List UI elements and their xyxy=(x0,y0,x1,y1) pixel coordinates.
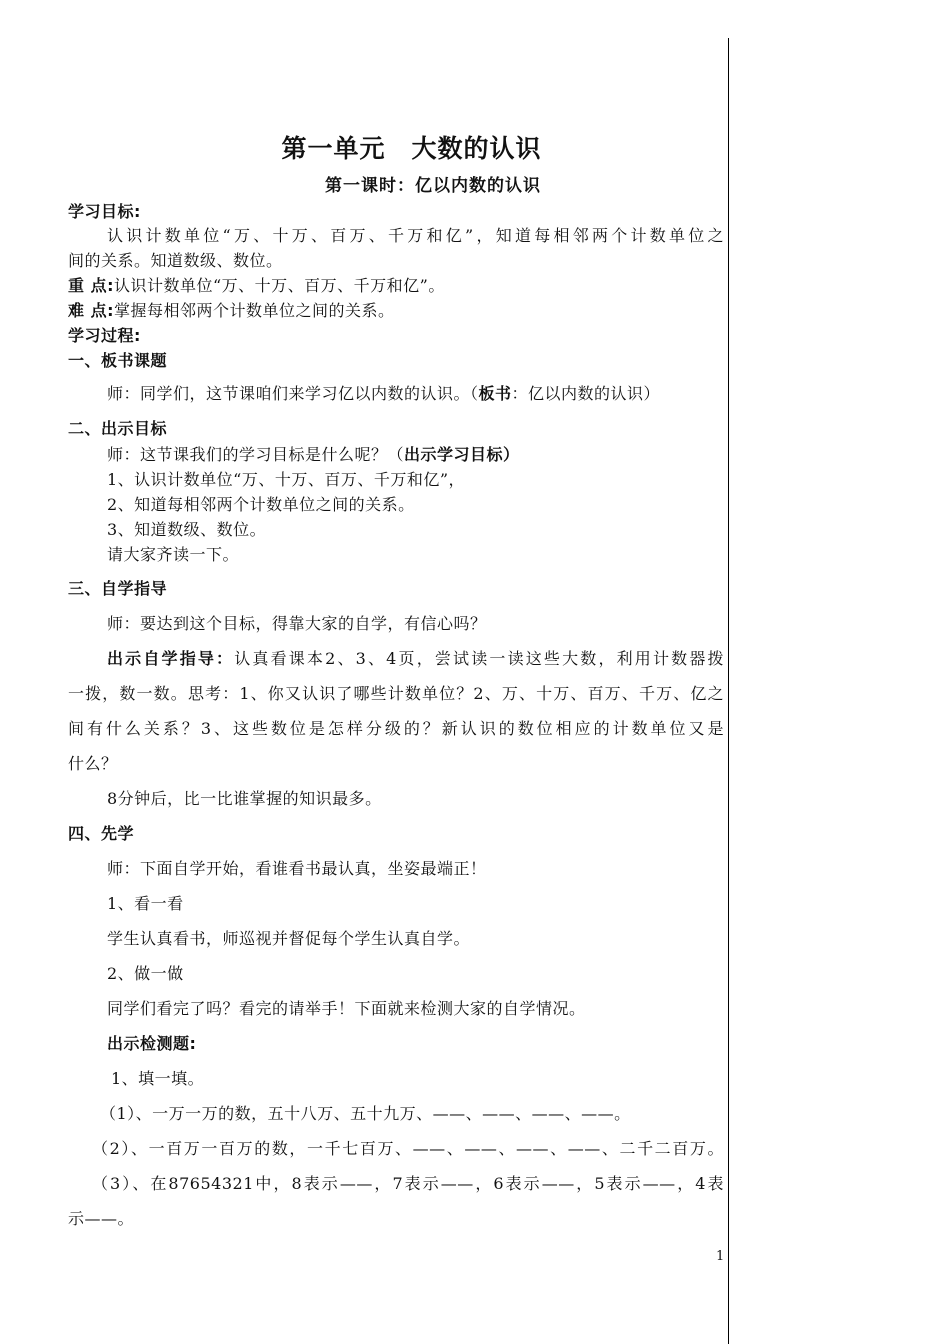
section-3-line: 师：要达到这个目标，得靠大家的自学，有信心吗？ xyxy=(107,614,487,633)
section-3-heading: 三、自学指导 xyxy=(68,579,168,598)
key-point xyxy=(68,273,445,296)
page-number: 1 xyxy=(716,1249,725,1264)
question-1: （1）、一万一万的数，五十八万、五十九万、——、——、——、——。 xyxy=(100,1104,631,1123)
key-label: 重 点: xyxy=(68,276,114,295)
question-2: （2）、一百万一百万的数，一千七百万、——、——、——、——、二千二百万。 xyxy=(92,1139,724,1158)
section-1-text-b: ：亿以内数的认识） xyxy=(511,384,661,403)
self-study-guide-line-2: 一拨，数一数。思考：1、你又认识了哪些计数单位？2、万、十万、百万、千万、亿之 xyxy=(68,684,724,703)
section-2-line xyxy=(107,442,520,465)
read-aloud: 请大家齐读一下。 xyxy=(107,545,240,564)
process-heading: 学习过程: xyxy=(68,326,141,345)
self-study-guide-line-1 xyxy=(107,646,724,669)
goal-item-1: 1、认识计数单位“万、十万、百万、千万和亿”， xyxy=(107,470,466,489)
look-heading: 1、看一看 xyxy=(107,894,184,913)
self-study-guide-line-3: 间有什么关系？3、这些数位是怎样分级的？新认识的数位相应的计数单位又是 xyxy=(68,719,724,738)
key-text: 认识计数单位“万、十万、百万、千万和亿”。 xyxy=(113,276,445,295)
section-2-heading: 二、出示目标 xyxy=(68,419,168,438)
guide-label: 出示自学指导： xyxy=(107,649,235,668)
do-heading: 2、做一做 xyxy=(107,964,184,983)
question-3-line-1: （3）、在87654321中，8表示——，7表示——，6表示——，5表示——，4表 xyxy=(92,1174,724,1193)
difficult-point xyxy=(68,298,395,321)
section-1-heading: 一、板书课题 xyxy=(68,351,168,370)
goals-text-line-2: 间的关系。知道数级、数位。 xyxy=(68,251,283,270)
section-1-bold: 板书 xyxy=(478,384,512,403)
page-margin-line xyxy=(728,38,729,1344)
section-2-text-a: 师：这节课我们的学习目标是什么呢？（ xyxy=(107,445,405,464)
question-3-line-2: 示——。 xyxy=(68,1209,135,1228)
section-4-heading: 四、先学 xyxy=(68,824,135,843)
page-subtitle: 第一课时：亿以内数的认识 xyxy=(325,176,541,196)
test-label: 出示检测题: xyxy=(107,1034,197,1053)
guide-text-1: 认真看课本2、3、4页，尝试读一读这些大数，利用计数器拨 xyxy=(234,649,724,668)
diff-label: 难 点: xyxy=(68,301,114,320)
goals-text-line-1: 认识计数单位“万、十万、百万、千万和亿”，知道每相邻两个计数单位之 xyxy=(107,226,724,245)
diff-text: 掌握每相邻两个计数单位之间的关系。 xyxy=(113,301,395,320)
goals-heading: 学习目标: xyxy=(68,202,141,221)
self-study-guide-line-4: 什么？ xyxy=(68,754,118,773)
goal-item-2: 2、知道每相邻两个计数单位之间的关系。 xyxy=(107,495,415,514)
do-text: 同学们看完了吗？看完的请举手！下面就来检测大家的自学情况。 xyxy=(107,999,586,1018)
goal-item-3: 3、知道数级、数位。 xyxy=(107,520,267,539)
section-4-line: 师：下面自学开始，看谁看书最认真，坐姿最端正！ xyxy=(107,859,487,878)
look-text: 学生认真看书，师巡视并督促每个学生认真自学。 xyxy=(107,929,471,948)
fill-heading: 1、填一填。 xyxy=(111,1069,205,1088)
section-1-text-a: 师：同学们，这节课咱们来学习亿以内数的认识。（ xyxy=(107,384,479,403)
timer-line: 8分钟后，比一比谁掌握的知识最多。 xyxy=(107,789,382,808)
section-1-line xyxy=(107,381,660,404)
page-title: 第一单元 大数的认识 xyxy=(281,134,542,163)
section-2-bold: 出示学习目标） xyxy=(404,445,520,464)
